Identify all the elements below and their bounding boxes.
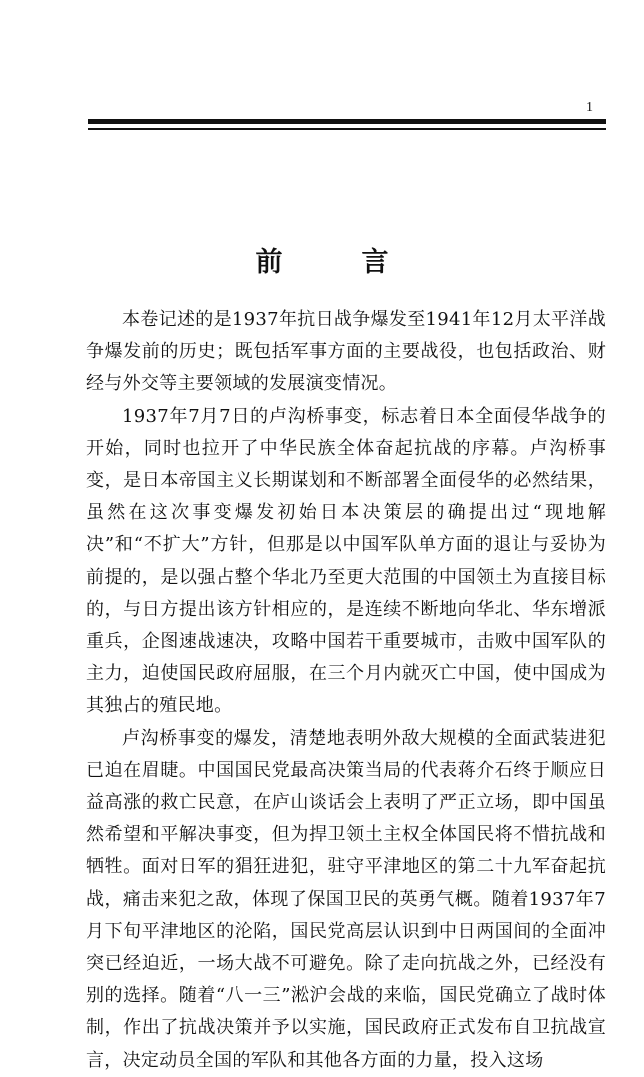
header-rule-thick xyxy=(88,119,606,124)
paragraph: 本卷记述的是1937年抗日战争爆发至1941年12月太平洋战争爆发前的历史；既包括军事方面的主要战役，也包括政治、财经与外交等主要领域的发展演变情况。 xyxy=(86,309,606,395)
header-rule-thin xyxy=(88,128,606,130)
page-number: 1 xyxy=(586,100,593,115)
paragraph: 1937年7月7日的卢沟桥事变，标志着日本全面侵华战争的开始，同时也拉开了中华民族全体奋起抗战的序幕。卢沟桥事变，是日本帝国主义长期谋划和不断部署全面侵华的必然结果，虽然在这次事变爆发初始日本决策层的确提出过“现地解决”和“不扩大”方针，但那是以中国军队单方面的退让与妥协为前提的，是以强占整个华北乃至更大范围的中国领土为直接目标的，与日方提出该方针相应的，是连续不断地向华北、华东增派重兵，企图速战速决，攻略中国若干重要城市，击败中国军队的主力，迫使国民政府屈服，在三个月内就灭亡中国，使中国成为其独占的殖民地。 xyxy=(86,405,606,717)
preface-heading: 前 言 xyxy=(255,247,415,279)
body-text xyxy=(86,304,606,1077)
paragraph: 卢沟桥事变的爆发，清楚地表明外敌大规模的全面武装进犯已迫在眉睫。中国国民党最高决策当局的代表蒋介石终于顺应日益高涨的救亡民意，在庐山谈话会上表明了严正立场，即中国虽然希望和平解决事变，但为捍卫领土主权全体国民将不惜抗战和牺牲。面对日军的猖狂进犯，驻守平津地区的第二十九军奋起抗战，痛击来犯之敌，体现了保国卫民的英勇气概。随着1937年7月下旬平津地区的沦陷，国民党高层认识到中日两国间的全面冲突已经迫近，一场大战不可避免。除了走向抗战之外，已经没有别的选择。随着“八一三”淞沪会战的来临，国民党确立了战时体制，作出了抗战决策并予以实施，国民政府正式发布自卫抗战宣言，决定动员全国的军队和其他各方面的力量，投入这场 xyxy=(86,727,606,1071)
